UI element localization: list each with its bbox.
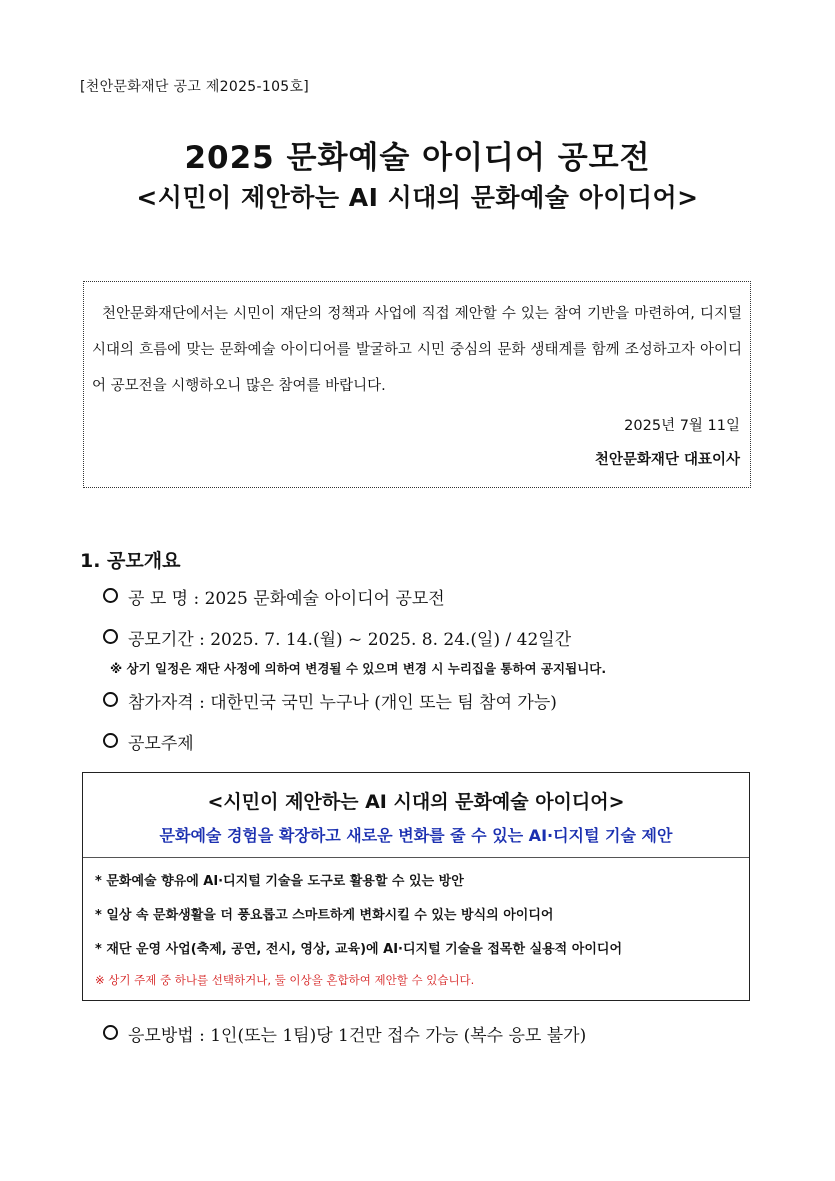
topic-header bbox=[83, 773, 749, 858]
topic-note: ※ 상기 주제 중 하나를 선택하거나, 둘 이상을 혼합하여 제안할 수 있습니다. bbox=[95, 973, 475, 987]
notice-number: [천안문화재단 공고 제2025-105호] bbox=[80, 79, 310, 95]
page-subtitle: <시민이 제안하는 AI 시대의 문화예술 아이디어> bbox=[136, 183, 699, 212]
topic-list bbox=[95, 870, 622, 972]
topic-bullet: * 일상 속 문화생활을 더 풍요롭고 스마트하게 변화시킬 수 있는 방식의 아이디어 bbox=[95, 908, 554, 923]
topic-title: <시민이 제안하는 AI 시대의 문화예술 아이디어> bbox=[207, 791, 625, 813]
item-label: 응모방법 : 1인(또는 1팀)당 1건만 접수 가능 (복수 응모 불가) bbox=[128, 1026, 587, 1046]
item-label: 참가자격 : 대한민국 국민 누구나 (개인 또는 팀 참여 가능) bbox=[128, 693, 557, 713]
circle-bullet-icon bbox=[103, 588, 118, 603]
list-item bbox=[103, 729, 194, 754]
list-item bbox=[103, 625, 571, 650]
page-title: 2025 문화예술 아이디어 공모전 bbox=[184, 140, 651, 176]
intro-date: 2025년 7월 11일 bbox=[624, 418, 740, 434]
topic-bullet: * 재단 운영 사업(축제, 공연, 전시, 영상, 교육)에 AI·디지털 기술을 접목한 실용적 아이디어 bbox=[95, 942, 622, 957]
intro-paragraph: 천안문화재단에서는 시민이 재단의 정책과 사업에 직접 제안할 수 있는 참여 기반을 마련하여, 디지털 시대의 흐름에 맞는 문화예술 아이디어를 발굴하고 시민 중심의 문화 생태계를 함께 조성하고자 아이디어 공모전을 시행하오니 많은 참여를 바랍니다. bbox=[92, 306, 742, 394]
list-item bbox=[103, 688, 557, 713]
section-title: 1. 공모개요 bbox=[80, 550, 181, 572]
circle-bullet-icon bbox=[103, 692, 118, 707]
topic-subtitle: 문화예술 경험을 확장하고 새로운 변화를 줄 수 있는 AI·디지털 기술 제안 bbox=[159, 826, 673, 845]
item-label: 공 모 명 : 2025 문화예술 아이디어 공모전 bbox=[128, 589, 445, 609]
intro-text bbox=[92, 296, 742, 404]
list-item bbox=[103, 584, 445, 609]
topic-box bbox=[82, 772, 750, 1001]
schedule-note: ※ 상기 일정은 재단 사정에 의하여 변경될 수 있으며 변경 시 누리집을 통하여 공지됩니다. bbox=[110, 661, 607, 676]
circle-bullet-icon bbox=[103, 733, 118, 748]
intro-signature: 천안문화재단 대표이사 bbox=[594, 452, 740, 468]
item-label: 공모주제 bbox=[128, 734, 194, 754]
topic-bullet: * 문화예술 향유에 AI·디지털 기술을 도구로 활용할 수 있는 방안 bbox=[95, 874, 464, 889]
circle-bullet-icon bbox=[103, 629, 118, 644]
intro-box bbox=[83, 281, 751, 488]
list-item bbox=[103, 1021, 586, 1046]
item-label: 공모기간 : 2025. 7. 14.(월) ~ 2025. 8. 24.(일) / 42일간 bbox=[128, 630, 572, 650]
circle-bullet-icon bbox=[103, 1025, 118, 1040]
